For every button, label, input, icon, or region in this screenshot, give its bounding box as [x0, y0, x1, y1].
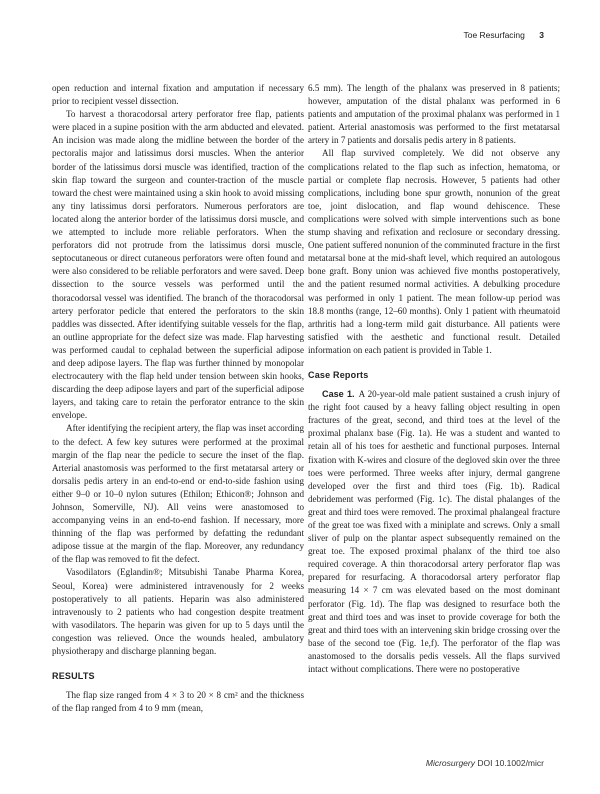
- section-heading-results: RESULTS: [52, 671, 95, 682]
- paragraph: Vasodilators (Eglandin®; Mitsubishi Tanabe Pharma Korea, Seoul, Korea) were administered intravenously for 2 weeks postoperatively to all patients. Heparin was also administered intravenously to 2 patients who had congestion despite treatment with vasodilators. The heparin was given for up to 5 days until the congestion was relieved. Once the wounds healed, ambulatory physiotherapy and discharge planning began.: [52, 567, 304, 657]
- page-number: 3: [539, 30, 544, 40]
- right-column: [308, 82, 560, 676]
- paragraph: All flap survived completely. We did not observe any complications related to the flap such as infection, hematoma, or partial or complete flap necrosis. However, 5 patients had other complications, including bone spur growth, nonunion of the great toe, joint dislocation, and flap wound dehiscence. These complications were solved with simple interventions such as bone stump shaving and refixation and reclosure or secondary dressing. One patient suffered nonunion of the comminuted fracture in the first metatarsal bone at the mid-shaft level, which required an autologous bone graft. Bony union was achieved five months postoperatively, and the patient resumed normal activities. A debulking procedure was performed in only 1 patient. The mean follow-up period was 18.8 months (range, 12–60 months). Only 1 patient with rheumatoid arthritis had a long-term mild gait disturbance. All patients were satisfied with the aesthetic and functional result. Detailed information on each patient is provided in Table 1.: [308, 148, 560, 355]
- running-header: [463, 30, 544, 40]
- section-heading-case-reports: Case Reports: [308, 369, 369, 380]
- case-label: Case 1.: [322, 389, 355, 400]
- case-text: A 20-year-old male patient sustained a crush injury of the right foot caused by a heavy falling object resulting in open fractures of the great, second, and third toes at the level of the proximal phalanx base (Fig. 1a). He was a student and wanted to retain all of his toes for aesthetic and functional purposes. Internal fixation with K-wires and closure of the degloved skin over the three toes were performed. Three weeks after injury, dermal gangrene developed over the first and third toes (Fig. 1b). Radical debridement was performed (Fig. 1c). The distal phalanges of the great and third toes were removed. The proximal phalangeal fracture of the great toe was fixed with a miniplate and screws. Only a small sliver of pulp on the plantar aspect subsequently remained on the great toe. The exposed proximal phalanx of the third toe also required coverage. A thin thoracodorsal artery perforator flap was prepared for resurfacing. A thoracodorsal artery perforator flap measuring 14 × 7 cm was elevated based on the most dominant perforator (Fig. 1d). The flap was designed to resurface both the great and third toes and was inset to provide coverage for both the great and third toes with an intervening skin bridge crossing over the base of the second toe (Fig. 1e,f). The perforator of the flap was anastomosed to the dorsalis pedis vessels. All the flaps survived intact without complications. There were no postoperative: [308, 389, 560, 675]
- running-title: Toe Resurfacing: [463, 30, 525, 40]
- paragraph: 6.5 mm). The length of the phalanx was preserved in 8 patients; however, amputation of the distal phalanx was performed in 6 patients and amputation of the proximal phalanx was performed in 1 patient. Arterial anastomosis was performed to the first metatarsal artery in 7 patients and dorsalis pedis artery in 8 patients.: [308, 83, 560, 146]
- paragraph-case-1: [308, 388, 560, 676]
- doi: DOI 10.1002/micr: [477, 758, 544, 768]
- paragraph: The flap size ranged from 4 × 3 to 20 × 8 cm² and the thickness of the flap ranged from 4 to 9 mm (mean,: [52, 690, 304, 714]
- paragraph: open reduction and internal fixation and amputation if necessary prior to recipient vessel dissection.: [52, 83, 304, 107]
- page-footer: [426, 758, 544, 768]
- left-column: [52, 82, 304, 715]
- paragraph: After identifying the recipient artery, the flap was inset according to the defect. A few key sutures were performed at the proximal margin of the flap near the pedicle to secure the inset of the flap. Arterial anastomosis was performed to the first metatarsal artery or dorsalis pedis artery in an end-to-end or end-to-side fashion using either 9–0 or 10–0 nylon sutures (Ethilon; Ethicon®; Johnson and Johnson, Somerville, NJ). All veins were anastomosed to accompanying veins in an end-to-end fashion. If necessary, more thinning of the flap was performed by defatting the redundant adipose tissue at the margin of the flap. Moreover, any redundancy of the flap was removed to fit the defect.: [52, 423, 304, 565]
- journal-name: Microsurgery: [425, 758, 475, 768]
- paragraph: To harvest a thoracodorsal artery perforator free flap, patients were placed in a supine position with the arm abducted and elevated. An incision was made along the midline between the border of the pectoralis major and latissimus dorsi muscles. When the anterior border of the latissimus dorsi muscle was identified, traction of the skin flap toward the surgeon and counter-traction of the muscle toward the chest were maintained using a skin hook to avoid missing any tiny latissimus dorsi perforators. Numerous perforators are located along the anterior border of the latissimus dorsi muscle, and we attempted to include more reliable perforators. When the perforators did not protrude from the latissimus dorsi muscle, septocutaneous or direct cutaneous perforators were often found and were also considered to be reliable perforators and were saved. Deep dissection to the source vessels was performed until the thoracodorsal vessel was identified. The branch of the thoracodorsal artery perforator pedicle that entered the perforators to the skin paddles was dissected. After identifying suitable vessels for the flap, an outline appropriate for the defect size was made. Flap harvesting was performed caudal to cephalad between the superficial adipose and deep adipose layers. The flap was further thinned by monopolar electrocautery with the flap held under tension between skin hooks, discarding the deep adipose layers and part of the superficial adipose layers, and taking care to retain the perforator entrance to the skin envelope.: [52, 109, 304, 421]
